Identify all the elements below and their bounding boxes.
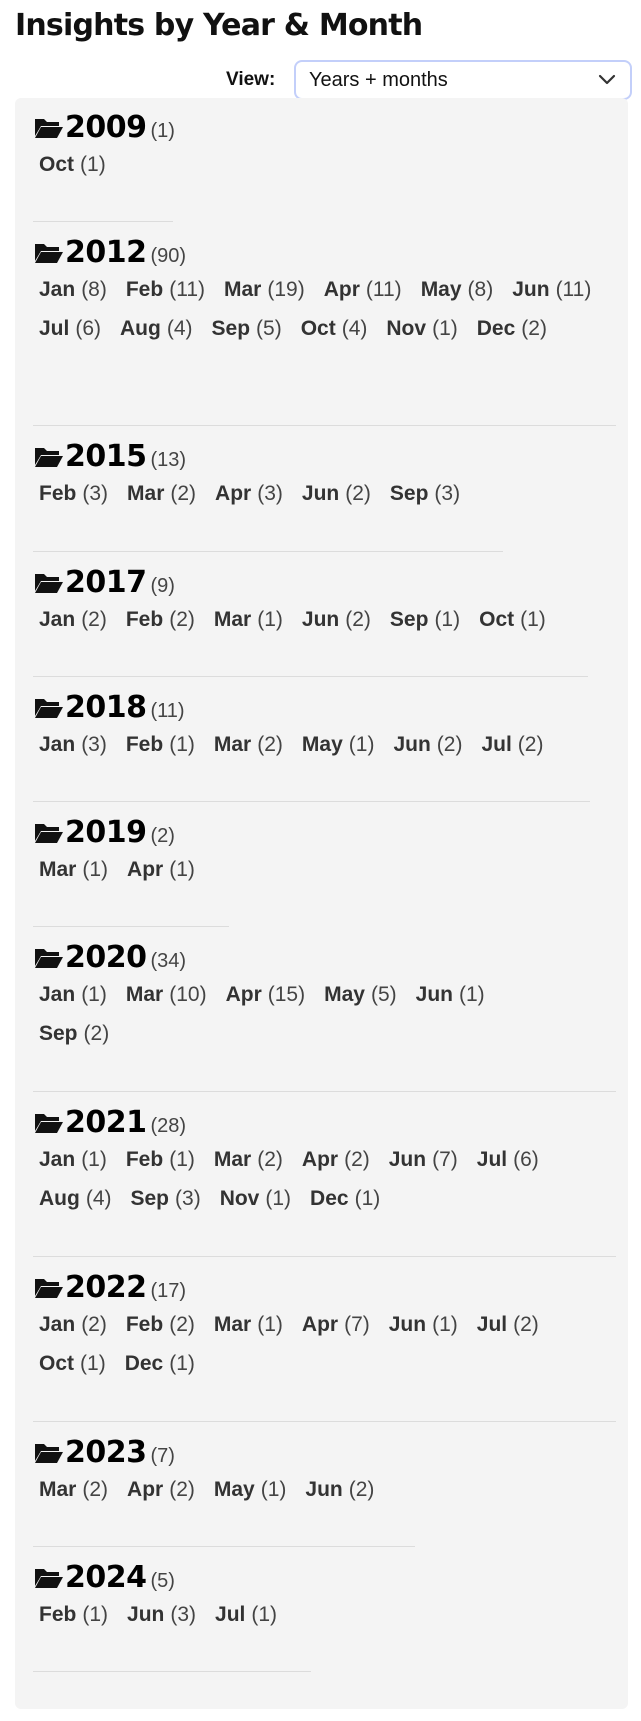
month-link[interactable] <box>120 1148 201 1177</box>
month-count: (2) <box>517 733 544 756</box>
folder-open-icon <box>33 1566 63 1590</box>
month-name: Mar <box>39 1478 77 1501</box>
month-link[interactable] <box>33 1187 118 1216</box>
month-link[interactable] <box>383 1313 464 1342</box>
year-link[interactable]: 2018 <box>65 690 147 725</box>
month-name: Jun <box>512 278 550 301</box>
month-link[interactable] <box>208 733 289 762</box>
month-count: (5) <box>256 317 282 340</box>
month-link[interactable] <box>473 608 552 637</box>
month-count: (3) <box>82 482 109 505</box>
month-name: Apr <box>301 1148 339 1171</box>
month-count: (2) <box>169 1478 195 1501</box>
month-count: (4) <box>341 317 368 340</box>
month-link[interactable] <box>121 858 201 887</box>
month-link[interactable] <box>299 1478 380 1507</box>
month-count: (1) <box>80 1352 106 1375</box>
month-link[interactable] <box>33 278 113 307</box>
month-list <box>33 1603 616 1632</box>
month-count: (3) <box>81 733 107 756</box>
month-count: (2) <box>436 733 463 756</box>
month-link[interactable] <box>208 608 289 637</box>
month-count: (2) <box>169 608 195 631</box>
month-count: (1) <box>458 983 485 1006</box>
month-count: (1) <box>81 983 107 1006</box>
month-link[interactable] <box>384 608 466 637</box>
month-count: (3) <box>170 1603 197 1626</box>
month-name: Aug <box>39 1187 80 1210</box>
year-count: (11) <box>150 700 185 722</box>
month-count: (11) <box>169 278 205 301</box>
month-count: (6) <box>75 317 102 340</box>
month-link[interactable] <box>214 1187 297 1216</box>
month-link[interactable] <box>209 482 289 511</box>
month-link[interactable] <box>33 317 107 346</box>
month-count: (1) <box>169 1148 195 1171</box>
month-name: Mar <box>224 278 262 301</box>
month-name: Jan <box>39 1148 76 1171</box>
month-count: (2) <box>348 1478 375 1501</box>
month-link[interactable] <box>415 278 500 307</box>
month-count: (2) <box>82 1478 109 1501</box>
month-name: Jun <box>388 1148 427 1171</box>
month-link[interactable] <box>121 1478 201 1507</box>
month-count: (19) <box>267 278 305 301</box>
month-name: Nov <box>386 317 427 340</box>
month-name: Dec <box>124 1352 164 1375</box>
month-name: Jul <box>476 1313 508 1336</box>
month-link[interactable] <box>121 482 202 511</box>
month-link[interactable] <box>33 1313 113 1342</box>
month-link[interactable] <box>506 278 597 307</box>
month-name: Sep <box>39 1022 78 1045</box>
month-count: (1) <box>432 317 458 340</box>
month-name: Feb <box>39 482 77 505</box>
month-name: Feb <box>125 1313 164 1336</box>
month-link[interactable] <box>410 983 491 1012</box>
month-link[interactable] <box>33 153 112 182</box>
month-name: Oct <box>479 608 515 631</box>
month-name: Sep <box>389 608 429 631</box>
month-count: (3) <box>434 482 461 505</box>
year-group <box>33 439 616 511</box>
month-link[interactable] <box>33 482 114 511</box>
month-link[interactable] <box>33 1022 115 1051</box>
view-control <box>226 60 632 100</box>
year-link[interactable]: 2019 <box>65 815 147 850</box>
month-link[interactable] <box>296 608 377 637</box>
month-count: (1) <box>257 608 283 631</box>
month-count: (1) <box>354 1187 381 1210</box>
month-link[interactable] <box>387 733 468 762</box>
month-name: Apr <box>127 1478 164 1501</box>
month-count: (3) <box>257 482 283 505</box>
month-name: Sep <box>211 317 251 340</box>
month-list <box>33 733 616 762</box>
month-count: (4) <box>85 1187 112 1210</box>
month-count: (1) <box>251 1603 278 1626</box>
folder-open-icon <box>33 696 63 720</box>
month-name: Jul <box>215 1603 246 1626</box>
month-name: Jun <box>305 1478 343 1501</box>
month-count: (4) <box>166 317 193 340</box>
month-count: (7) <box>344 1313 370 1336</box>
month-link[interactable] <box>296 1313 376 1342</box>
month-name: Apr <box>323 278 360 301</box>
view-select-value: Years + months <box>309 68 448 91</box>
month-link[interactable] <box>120 278 211 307</box>
month-link[interactable] <box>383 1148 464 1177</box>
month-count: (1) <box>432 1313 458 1336</box>
month-link[interactable] <box>121 1603 202 1632</box>
year-group <box>33 1270 616 1381</box>
month-link[interactable] <box>33 1478 114 1507</box>
month-count: (1) <box>257 1313 283 1336</box>
month-name: May <box>213 1478 255 1501</box>
year-heading <box>33 1560 616 1596</box>
month-name: Oct <box>300 317 336 340</box>
month-count: (1) <box>260 1478 287 1501</box>
month-link[interactable] <box>471 1148 545 1177</box>
month-link[interactable] <box>119 1352 201 1381</box>
month-name: May <box>301 733 343 756</box>
month-count: (5) <box>370 983 397 1006</box>
month-count: (7) <box>432 1148 458 1171</box>
month-count: (10) <box>169 983 207 1006</box>
month-count: (3) <box>175 1187 201 1210</box>
month-name: Jun <box>127 1603 165 1626</box>
month-name: Sep <box>130 1187 170 1210</box>
year-divider <box>33 926 229 927</box>
month-count: (8) <box>81 278 107 301</box>
folder-open-icon <box>33 445 63 469</box>
month-name: Jan <box>39 1313 76 1336</box>
month-name: Aug <box>120 317 161 340</box>
year-group <box>33 565 616 637</box>
year-heading <box>33 235 616 271</box>
folder-open-icon <box>33 1111 63 1135</box>
month-count: (15) <box>267 983 306 1006</box>
year-divider <box>33 551 503 552</box>
year-heading <box>33 439 616 475</box>
year-divider <box>33 425 616 426</box>
year-link[interactable]: 2022 <box>65 1270 147 1305</box>
year-heading <box>33 940 513 976</box>
month-name: Jul <box>481 733 512 756</box>
month-name: Sep <box>389 482 429 505</box>
month-link[interactable] <box>33 1352 112 1381</box>
month-link[interactable] <box>208 1313 289 1342</box>
month-name: Jan <box>39 278 76 301</box>
year-heading <box>33 565 616 601</box>
month-link[interactable] <box>380 317 463 346</box>
month-count: (2) <box>345 482 371 505</box>
month-list <box>33 608 616 637</box>
month-count: (2) <box>170 482 197 505</box>
year-divider <box>33 221 173 222</box>
year-count: (28) <box>150 1115 187 1137</box>
month-name: Oct <box>39 1352 75 1375</box>
year-link[interactable]: 2015 <box>65 439 147 474</box>
month-list <box>33 482 616 511</box>
year-divider <box>33 1421 616 1422</box>
folder-open-icon <box>33 241 63 265</box>
month-list <box>33 1478 616 1507</box>
month-link[interactable] <box>33 983 113 1012</box>
folder-open-icon <box>33 116 63 140</box>
year-count: (17) <box>150 1280 187 1302</box>
year-link[interactable]: 2020 <box>65 940 147 975</box>
month-count: (1) <box>82 1603 109 1626</box>
year-group <box>33 690 616 762</box>
month-count: (1) <box>82 858 109 881</box>
year-divider <box>33 676 588 677</box>
month-link[interactable] <box>33 1148 113 1177</box>
month-count: (2) <box>83 1022 110 1045</box>
month-count: (1) <box>348 733 375 756</box>
month-name: Jun <box>415 983 453 1006</box>
month-link[interactable] <box>33 733 113 762</box>
month-count: (1) <box>169 1352 195 1375</box>
month-list <box>33 153 616 182</box>
month-link[interactable] <box>218 278 311 307</box>
month-count: (1) <box>520 608 546 631</box>
year-group <box>33 940 513 1051</box>
month-name: Feb <box>125 608 164 631</box>
month-name: Jun <box>301 482 340 505</box>
year-group <box>33 1435 616 1507</box>
month-link[interactable] <box>296 482 377 511</box>
month-name: Jul <box>476 1148 508 1171</box>
month-link[interactable] <box>33 858 114 887</box>
view-label: View: <box>226 69 276 90</box>
month-link[interactable] <box>208 1478 293 1507</box>
month-name: Jan <box>39 983 76 1006</box>
year-heading <box>33 1435 616 1471</box>
month-name: Mar <box>39 858 77 881</box>
month-link[interactable] <box>206 317 288 346</box>
year-divider <box>33 801 590 802</box>
month-name: Dec <box>476 317 516 340</box>
month-count: (2) <box>344 1148 370 1171</box>
month-count: (11) <box>365 278 402 301</box>
year-count: (5) <box>150 1570 175 1592</box>
year-heading <box>33 815 616 851</box>
year-count: (90) <box>150 245 187 267</box>
month-name: Apr <box>225 983 262 1006</box>
month-name: Jan <box>39 608 76 631</box>
year-link[interactable]: 2012 <box>65 235 147 270</box>
year-group <box>33 110 616 182</box>
folder-open-icon <box>33 571 63 595</box>
page-title: Insights by Year & Month <box>15 8 423 43</box>
year-divider <box>33 1546 415 1547</box>
month-name: Jun <box>301 608 340 631</box>
month-count: (2) <box>345 608 371 631</box>
month-count: (2) <box>81 1313 107 1336</box>
month-name: Jun <box>388 1313 427 1336</box>
month-link[interactable] <box>209 1603 283 1632</box>
year-month-list <box>15 98 628 1709</box>
folder-open-icon <box>33 821 63 845</box>
month-name: Mar <box>213 608 252 631</box>
year-group <box>33 815 616 887</box>
year-link[interactable]: 2024 <box>65 1560 147 1595</box>
month-name: Apr <box>301 1313 339 1336</box>
year-link[interactable]: 2023 <box>65 1435 147 1470</box>
year-divider <box>33 1091 616 1092</box>
month-name: Apr <box>127 858 164 881</box>
month-name: Feb <box>39 1603 77 1626</box>
month-name: May <box>324 983 365 1006</box>
month-count: (1) <box>169 858 195 881</box>
month-link[interactable] <box>120 1313 201 1342</box>
month-link[interactable] <box>304 1187 386 1216</box>
year-group <box>33 1560 616 1632</box>
month-link[interactable] <box>318 278 408 307</box>
folder-open-icon <box>33 1441 63 1465</box>
month-link[interactable] <box>318 983 403 1012</box>
month-link[interactable] <box>295 317 374 346</box>
year-link[interactable]: 2017 <box>65 565 147 600</box>
month-count: (2) <box>169 1313 195 1336</box>
year-count: (7) <box>150 1445 175 1467</box>
month-name: Mar <box>125 983 164 1006</box>
month-name: Oct <box>39 153 75 176</box>
folder-open-icon <box>33 1276 63 1300</box>
month-name: Feb <box>125 733 164 756</box>
folder-open-icon <box>33 946 63 970</box>
year-divider <box>33 1256 616 1257</box>
year-divider <box>33 1671 311 1672</box>
month-count: (8) <box>467 278 494 301</box>
month-link[interactable] <box>125 1187 207 1216</box>
month-count: (6) <box>513 1148 539 1171</box>
month-name: May <box>420 278 462 301</box>
month-list <box>33 1148 616 1216</box>
year-link[interactable]: 2021 <box>65 1105 147 1140</box>
chevron-down-icon <box>598 74 616 86</box>
month-link[interactable] <box>384 482 466 511</box>
month-link[interactable] <box>296 733 381 762</box>
month-name: Jul <box>39 317 70 340</box>
month-count: (2) <box>257 733 283 756</box>
year-count: (2) <box>150 825 175 847</box>
month-link[interactable] <box>114 317 199 346</box>
month-link[interactable] <box>220 983 312 1012</box>
year-heading <box>33 690 616 726</box>
year-heading <box>33 1270 616 1306</box>
month-count: (2) <box>513 1313 539 1336</box>
month-list <box>33 983 513 1051</box>
month-count: (1) <box>169 733 195 756</box>
month-name: Mar <box>213 1313 252 1336</box>
month-count: (2) <box>257 1148 283 1171</box>
month-link[interactable] <box>296 1148 376 1177</box>
month-list <box>33 1313 616 1381</box>
month-list <box>33 858 616 887</box>
month-name: Feb <box>125 278 164 301</box>
year-count: (34) <box>150 950 187 972</box>
month-name: Jun <box>393 733 431 756</box>
view-select[interactable] <box>294 60 632 100</box>
month-link[interactable] <box>471 1313 545 1342</box>
month-name: Mar <box>213 733 252 756</box>
month-count: (1) <box>434 608 461 631</box>
month-link[interactable] <box>33 1603 114 1632</box>
month-link[interactable] <box>120 608 201 637</box>
year-group <box>33 1105 616 1216</box>
month-count: (1) <box>80 153 106 176</box>
month-list <box>33 278 616 346</box>
month-link[interactable] <box>475 733 549 762</box>
month-count: (2) <box>521 317 547 340</box>
month-count: (2) <box>81 608 107 631</box>
year-count: (1) <box>150 120 175 142</box>
month-link[interactable] <box>120 733 201 762</box>
month-name: Mar <box>127 482 165 505</box>
year-group <box>33 235 616 346</box>
month-link[interactable] <box>208 1148 289 1177</box>
month-count: (1) <box>81 1148 107 1171</box>
month-count: (1) <box>265 1187 292 1210</box>
month-name: Apr <box>215 482 252 505</box>
month-name: Mar <box>213 1148 252 1171</box>
month-link[interactable] <box>120 983 213 1012</box>
year-heading <box>33 110 616 146</box>
month-name: Jan <box>39 733 76 756</box>
year-count: (9) <box>150 575 175 597</box>
year-count: (13) <box>150 449 187 471</box>
year-heading <box>33 1105 616 1141</box>
month-name: Feb <box>125 1148 164 1171</box>
month-link[interactable] <box>471 317 553 346</box>
month-link[interactable] <box>33 608 113 637</box>
month-name: Dec <box>310 1187 349 1210</box>
year-link[interactable]: 2009 <box>65 110 147 145</box>
month-count: (11) <box>555 278 592 301</box>
month-name: Nov <box>219 1187 260 1210</box>
